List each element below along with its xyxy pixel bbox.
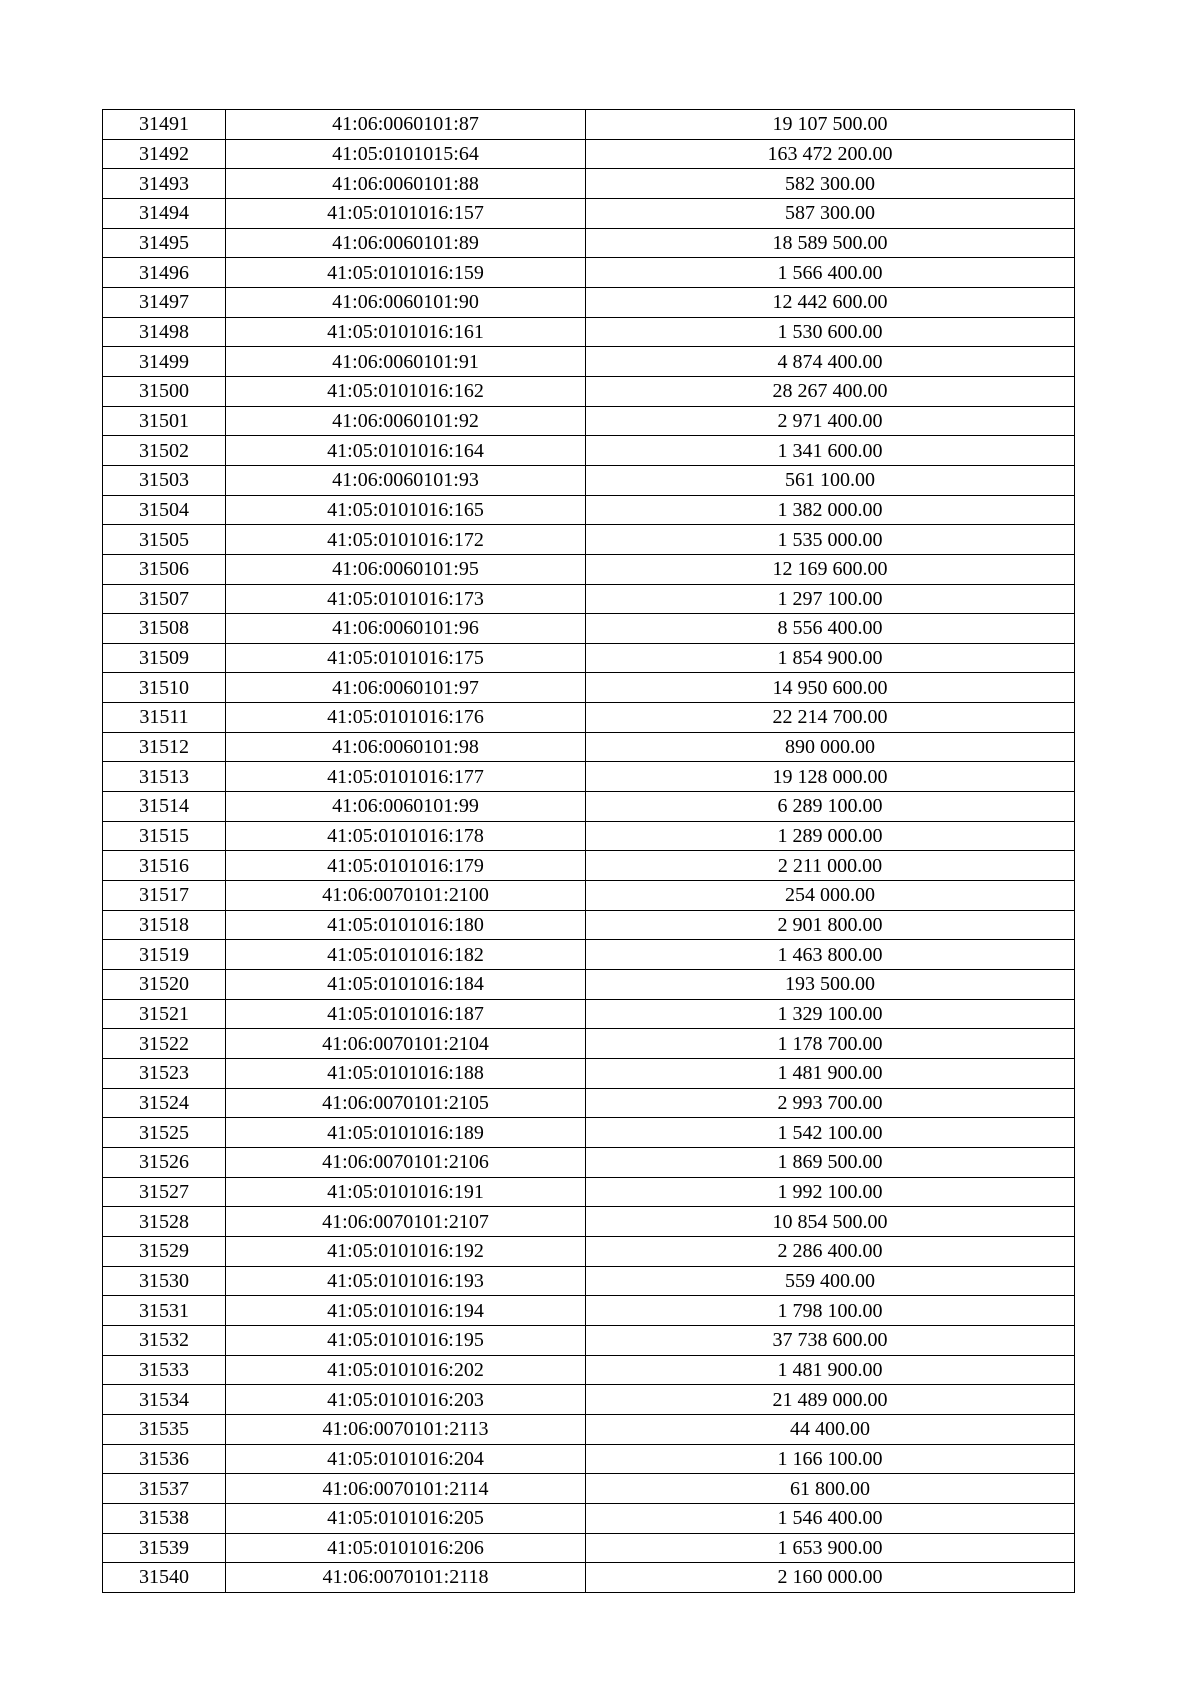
cadastral-number-cell: 41:05:0101016:192 (226, 1236, 586, 1266)
table-row (103, 643, 1075, 673)
row-number-cell: 31533 (103, 1355, 226, 1385)
cadastral-value-cell: 8 556 400.00 (586, 614, 1075, 644)
row-number-cell: 31507 (103, 584, 226, 614)
table-row (103, 673, 1075, 703)
row-number-cell: 31497 (103, 287, 226, 317)
cadastral-number-cell: 41:05:0101016:180 (226, 910, 586, 940)
cadastral-value-cell: 1 535 000.00 (586, 525, 1075, 555)
cadastral-number-cell: 41:05:0101016:161 (226, 317, 586, 347)
row-number-cell: 31540 (103, 1563, 226, 1593)
table-row (103, 1385, 1075, 1415)
row-number-cell: 31496 (103, 258, 226, 288)
row-number-cell: 31537 (103, 1474, 226, 1504)
row-number-cell: 31522 (103, 1029, 226, 1059)
table-row (103, 1533, 1075, 1563)
table-row (103, 317, 1075, 347)
table-row (103, 525, 1075, 555)
table-row (103, 465, 1075, 495)
row-number-cell: 31527 (103, 1177, 226, 1207)
table-row (103, 139, 1075, 169)
cadastral-number-cell: 41:06:0060101:95 (226, 554, 586, 584)
cadastral-value-cell: 19 107 500.00 (586, 110, 1075, 140)
table-row (103, 732, 1075, 762)
table-row (103, 1147, 1075, 1177)
row-number-cell: 31520 (103, 970, 226, 1000)
cadastral-value-cell: 1 653 900.00 (586, 1533, 1075, 1563)
cadastral-number-cell: 41:06:0060101:98 (226, 732, 586, 762)
table-row (103, 1266, 1075, 1296)
cadastral-value-cell: 1 297 100.00 (586, 584, 1075, 614)
cadastral-number-cell: 41:06:0060101:91 (226, 347, 586, 377)
cadastral-number-cell: 41:05:0101016:162 (226, 376, 586, 406)
cadastral-value-cell: 14 950 600.00 (586, 673, 1075, 703)
table-row (103, 910, 1075, 940)
cadastral-value-cell: 1 566 400.00 (586, 258, 1075, 288)
cadastral-number-cell: 41:05:0101016:164 (226, 436, 586, 466)
cadastral-number-cell: 41:05:0101016:203 (226, 1385, 586, 1415)
cadastral-value-cell: 1 329 100.00 (586, 999, 1075, 1029)
cadastral-value-cell: 61 800.00 (586, 1474, 1075, 1504)
cadastral-value-cell: 1 542 100.00 (586, 1118, 1075, 1148)
cadastral-number-cell: 41:06:0060101:97 (226, 673, 586, 703)
cadastral-value-cell: 1 992 100.00 (586, 1177, 1075, 1207)
cadastral-value-cell: 1 481 900.00 (586, 1059, 1075, 1089)
cadastral-value-cell: 1 382 000.00 (586, 495, 1075, 525)
row-number-cell: 31516 (103, 851, 226, 881)
table-row (103, 1207, 1075, 1237)
cadastral-number-cell: 41:06:0060101:92 (226, 406, 586, 436)
table-row (103, 406, 1075, 436)
cadastral-value-cell: 19 128 000.00 (586, 762, 1075, 792)
table-row (103, 1474, 1075, 1504)
row-number-cell: 31494 (103, 198, 226, 228)
cadastral-value-cell: 193 500.00 (586, 970, 1075, 1000)
table-row (103, 436, 1075, 466)
row-number-cell: 31492 (103, 139, 226, 169)
row-number-cell: 31528 (103, 1207, 226, 1237)
cadastral-number-cell: 41:05:0101016:182 (226, 940, 586, 970)
table-row (103, 970, 1075, 1000)
row-number-cell: 31491 (103, 110, 226, 140)
cadastral-number-cell: 41:06:0070101:2114 (226, 1474, 586, 1504)
row-number-cell: 31513 (103, 762, 226, 792)
cadastral-number-cell: 41:05:0101016:206 (226, 1533, 586, 1563)
row-number-cell: 31493 (103, 169, 226, 199)
row-number-cell: 31510 (103, 673, 226, 703)
row-number-cell: 31524 (103, 1088, 226, 1118)
table-row (103, 614, 1075, 644)
table-row (103, 1503, 1075, 1533)
row-number-cell: 31538 (103, 1503, 226, 1533)
cadastral-value-cell: 890 000.00 (586, 732, 1075, 762)
row-number-cell: 31525 (103, 1118, 226, 1148)
table-row (103, 228, 1075, 258)
cadastral-number-cell: 41:05:0101016:205 (226, 1503, 586, 1533)
row-number-cell: 31523 (103, 1059, 226, 1089)
cadastral-value-cell: 1 481 900.00 (586, 1355, 1075, 1385)
table-row (103, 1059, 1075, 1089)
cadastral-number-cell: 41:05:0101016:184 (226, 970, 586, 1000)
row-number-cell: 31531 (103, 1296, 226, 1326)
row-number-cell: 31495 (103, 228, 226, 258)
row-number-cell: 31506 (103, 554, 226, 584)
cadastral-value-cell: 4 874 400.00 (586, 347, 1075, 377)
cadastral-number-cell: 41:06:0070101:2113 (226, 1414, 586, 1444)
table-row (103, 1355, 1075, 1385)
cadastral-number-cell: 41:06:0060101:89 (226, 228, 586, 258)
table-row (103, 821, 1075, 851)
cadastral-value-cell: 561 100.00 (586, 465, 1075, 495)
row-number-cell: 31515 (103, 821, 226, 851)
table-row (103, 703, 1075, 733)
row-number-cell: 31512 (103, 732, 226, 762)
row-number-cell: 31500 (103, 376, 226, 406)
cadastral-value-cell: 1 178 700.00 (586, 1029, 1075, 1059)
cadastral-value-cell: 2 993 700.00 (586, 1088, 1075, 1118)
table-row (103, 1177, 1075, 1207)
cadastral-number-cell: 41:05:0101016:189 (226, 1118, 586, 1148)
cadastral-value-cell: 1 341 600.00 (586, 436, 1075, 466)
row-number-cell: 31526 (103, 1147, 226, 1177)
cadastral-number-cell: 41:06:0060101:88 (226, 169, 586, 199)
cadastral-number-cell: 41:05:0101016:176 (226, 703, 586, 733)
row-number-cell: 31530 (103, 1266, 226, 1296)
cadastral-number-cell: 41:05:0101016:175 (226, 643, 586, 673)
cadastral-number-cell: 41:05:0101016:157 (226, 198, 586, 228)
cadastral-value-cell: 559 400.00 (586, 1266, 1075, 1296)
cadastral-number-cell: 41:06:0070101:2107 (226, 1207, 586, 1237)
cadastral-value-cell: 582 300.00 (586, 169, 1075, 199)
cadastral-number-cell: 41:06:0060101:93 (226, 465, 586, 495)
table-row (103, 851, 1075, 881)
cadastral-value-cell: 6 289 100.00 (586, 792, 1075, 822)
cadastral-number-cell: 41:05:0101016:173 (226, 584, 586, 614)
cadastral-value-table (102, 109, 1075, 1593)
cadastral-value-cell: 1 798 100.00 (586, 1296, 1075, 1326)
cadastral-value-cell: 2 971 400.00 (586, 406, 1075, 436)
cadastral-value-cell: 1 166 100.00 (586, 1444, 1075, 1474)
table-row (103, 287, 1075, 317)
row-number-cell: 31509 (103, 643, 226, 673)
table-row (103, 347, 1075, 377)
cadastral-value-cell: 254 000.00 (586, 881, 1075, 911)
row-number-cell: 31511 (103, 703, 226, 733)
row-number-cell: 31502 (103, 436, 226, 466)
table-row (103, 881, 1075, 911)
cadastral-number-cell: 41:06:0070101:2118 (226, 1563, 586, 1593)
table-row (103, 1444, 1075, 1474)
table-row (103, 198, 1075, 228)
table-row (103, 1118, 1075, 1148)
table-row (103, 1414, 1075, 1444)
table-row (103, 1325, 1075, 1355)
table-row (103, 792, 1075, 822)
cadastral-number-cell: 41:05:0101016:202 (226, 1355, 586, 1385)
cadastral-value-cell: 21 489 000.00 (586, 1385, 1075, 1415)
row-number-cell: 31521 (103, 999, 226, 1029)
table-row (103, 495, 1075, 525)
table-row (103, 940, 1075, 970)
cadastral-number-cell: 41:05:0101016:179 (226, 851, 586, 881)
row-number-cell: 31499 (103, 347, 226, 377)
row-number-cell: 31504 (103, 495, 226, 525)
row-number-cell: 31505 (103, 525, 226, 555)
row-number-cell: 31519 (103, 940, 226, 970)
row-number-cell: 31539 (103, 1533, 226, 1563)
row-number-cell: 31503 (103, 465, 226, 495)
cadastral-value-cell: 2 160 000.00 (586, 1563, 1075, 1593)
table-body (103, 110, 1075, 1593)
row-number-cell: 31517 (103, 881, 226, 911)
row-number-cell: 31518 (103, 910, 226, 940)
cadastral-value-cell: 1 869 500.00 (586, 1147, 1075, 1177)
cadastral-number-cell: 41:06:0070101:2100 (226, 881, 586, 911)
cadastral-value-cell: 10 854 500.00 (586, 1207, 1075, 1237)
cadastral-number-cell: 41:06:0060101:87 (226, 110, 586, 140)
table-row (103, 1088, 1075, 1118)
cadastral-number-cell: 41:06:0070101:2104 (226, 1029, 586, 1059)
cadastral-number-cell: 41:05:0101016:187 (226, 999, 586, 1029)
table-row (103, 584, 1075, 614)
cadastral-number-cell: 41:05:0101016:177 (226, 762, 586, 792)
table-row (103, 554, 1075, 584)
row-number-cell: 31536 (103, 1444, 226, 1474)
table-row (103, 1296, 1075, 1326)
cadastral-value-cell: 2 211 000.00 (586, 851, 1075, 881)
cadastral-number-cell: 41:05:0101016:188 (226, 1059, 586, 1089)
cadastral-number-cell: 41:06:0070101:2106 (226, 1147, 586, 1177)
row-number-cell: 31501 (103, 406, 226, 436)
row-number-cell: 31529 (103, 1236, 226, 1266)
row-number-cell: 31535 (103, 1414, 226, 1444)
cadastral-number-cell: 41:05:0101016:204 (226, 1444, 586, 1474)
cadastral-number-cell: 41:06:0060101:96 (226, 614, 586, 644)
cadastral-number-cell: 41:05:0101016:165 (226, 495, 586, 525)
cadastral-number-cell: 41:05:0101016:195 (226, 1325, 586, 1355)
cadastral-value-cell: 1 530 600.00 (586, 317, 1075, 347)
cadastral-value-cell: 1 854 900.00 (586, 643, 1075, 673)
cadastral-value-cell: 163 472 200.00 (586, 139, 1075, 169)
table-row (103, 258, 1075, 288)
cadastral-number-cell: 41:05:0101016:193 (226, 1266, 586, 1296)
table-row (103, 169, 1075, 199)
cadastral-value-cell: 2 286 400.00 (586, 1236, 1075, 1266)
cadastral-number-cell: 41:05:0101015:64 (226, 139, 586, 169)
table-row (103, 1236, 1075, 1266)
cadastral-value-cell: 18 589 500.00 (586, 228, 1075, 258)
cadastral-value-cell: 22 214 700.00 (586, 703, 1075, 733)
cadastral-value-cell: 2 901 800.00 (586, 910, 1075, 940)
cadastral-value-cell: 12 442 600.00 (586, 287, 1075, 317)
cadastral-number-cell: 41:06:0060101:99 (226, 792, 586, 822)
cadastral-value-cell: 12 169 600.00 (586, 554, 1075, 584)
cadastral-number-cell: 41:06:0070101:2105 (226, 1088, 586, 1118)
row-number-cell: 31514 (103, 792, 226, 822)
cadastral-value-cell: 1 546 400.00 (586, 1503, 1075, 1533)
cadastral-number-cell: 41:06:0060101:90 (226, 287, 586, 317)
cadastral-value-cell: 1 289 000.00 (586, 821, 1075, 851)
row-number-cell: 31508 (103, 614, 226, 644)
table-row (103, 376, 1075, 406)
cadastral-value-cell: 1 463 800.00 (586, 940, 1075, 970)
cadastral-number-cell: 41:05:0101016:159 (226, 258, 586, 288)
cadastral-number-cell: 41:05:0101016:194 (226, 1296, 586, 1326)
cadastral-value-cell: 28 267 400.00 (586, 376, 1075, 406)
cadastral-number-cell: 41:05:0101016:178 (226, 821, 586, 851)
table-row (103, 1563, 1075, 1593)
table-row (103, 999, 1075, 1029)
cadastral-number-cell: 41:05:0101016:172 (226, 525, 586, 555)
row-number-cell: 31534 (103, 1385, 226, 1415)
table-row (103, 762, 1075, 792)
cadastral-value-cell: 587 300.00 (586, 198, 1075, 228)
table-row (103, 110, 1075, 140)
row-number-cell: 31498 (103, 317, 226, 347)
table-row (103, 1029, 1075, 1059)
cadastral-value-cell: 37 738 600.00 (586, 1325, 1075, 1355)
row-number-cell: 31532 (103, 1325, 226, 1355)
cadastral-value-cell: 44 400.00 (586, 1414, 1075, 1444)
cadastral-number-cell: 41:05:0101016:191 (226, 1177, 586, 1207)
